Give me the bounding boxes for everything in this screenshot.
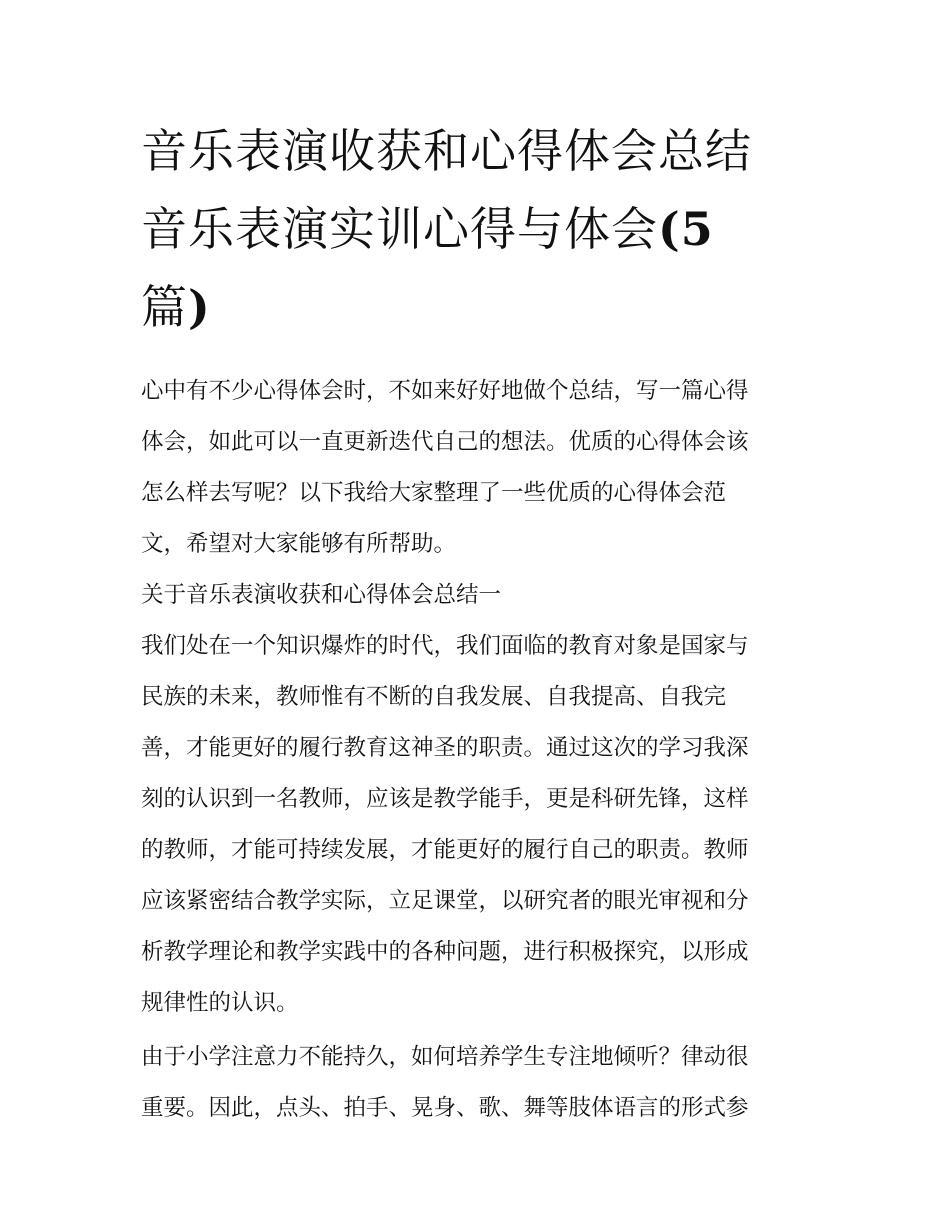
text-line: 怎么样去写呢？以下我给大家整理了一些优质的心得体会范 [141,480,727,506]
text-line: 我们处在一个知识爆炸的时代，我们面临的教育对象是国家与 [141,633,749,659]
text-line: 善，才能更好的履行教育这神圣的职责。通过这次的学习我深 [141,735,749,761]
title-latin-glyph: ( [658,202,681,256]
title-latin-glyph: ) [188,280,211,334]
title-line-text: 音乐表演实训心得与体会(5 [141,202,714,256]
text-line: 体会，如此可以一直更新迭代自己的想法。优质的心得体会该 [141,429,749,455]
text-line: 民族的未来，教师惟有不断的自我发展、自我提高、自我完 [141,684,727,710]
body-paragraph-2 [141,1032,813,1134]
section-heading-text: 关于音乐表演收获和心得体会总结一 [141,582,502,608]
text-line: 文，希望对大家能够有所帮助。 [141,531,457,557]
text-line: 规律性的认识。 [141,990,299,1016]
title-line: 音乐表演收获和心得体会总结 [141,124,752,178]
section-heading [141,570,813,621]
text-line: 析教学理论和教学实践中的各种问题，进行积极探究，以形成 [141,939,749,965]
document-title [141,112,813,346]
title-line: 篇) [141,280,211,334]
intro-paragraph [141,366,813,570]
text-line: 由于小学注意力不能持久，如何培养学生专注地倾听？律动很 [141,1044,749,1070]
title-line [141,190,813,268]
text-line: 应该紧密结合教学实际，立足课堂，以研究者的眼光审视和分 [141,888,749,914]
title-latin-glyph: 5 [680,202,714,256]
text-line: 的教师，才能可持续发展，才能更好的履行自己的职责。教师 [141,837,749,863]
text-line: 心中有不少心得体会时，不如来好好地做个总结，写一篇心得 [141,378,749,404]
text-line: 重要。因此，点头、拍手、晃身、歌、舞等肢体语言的形式参 [141,1095,749,1121]
text-line: 刻的认识到一名教师，应该是教学能手，更是科研先锋，这样 [141,786,749,812]
body-paragraph-1 [141,621,813,1029]
document-page [141,112,813,1134]
